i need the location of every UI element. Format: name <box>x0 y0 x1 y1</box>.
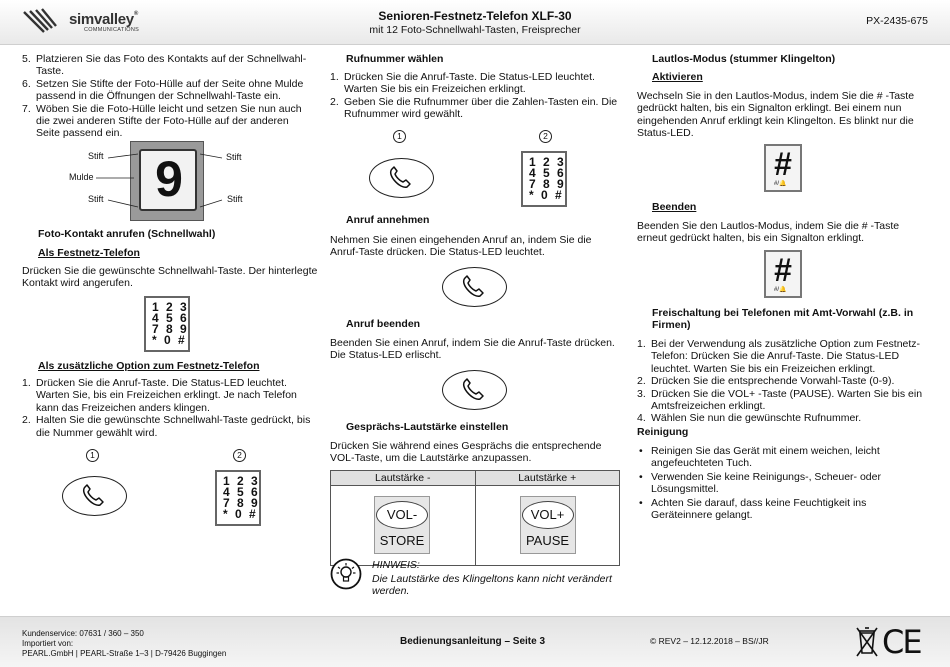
paragraph-beenden-lautlos: Beenden Sie den Lautlos-Modus, indem Sie die # -Taste erneut gedrückt halten, bis ein Signalton erklingt. <box>637 220 900 245</box>
logo-swoosh-icon <box>22 6 72 36</box>
label-stift: Stift <box>227 194 243 204</box>
heading-rufnummer: Rufnummer wählen <box>346 53 444 65</box>
paragraph-annehmen: Nehmen Sie einen eingehenden Anruf an, indem Sie die Anruf-Taste drücken. Die Status-LED leuchtet. <box>330 234 592 259</box>
product-code: PX-2435-675 <box>866 15 928 27</box>
column-left <box>22 53 318 521</box>
table-cell <box>475 486 620 566</box>
step-number-circle: 1 <box>86 449 99 462</box>
freischaltung-steps-list <box>637 338 929 425</box>
label-stift: Stift <box>88 151 104 161</box>
list-item: 6. Setzen Sie Stifte der Foto-Hülle auf der Seite ohne Mulde passend in die Öffnungen der Schnellwahl-Taste ein. <box>22 77 304 103</box>
option-steps-list <box>22 377 318 439</box>
heading-lautlos: Lautlos-Modus (stummer Klingelton) <box>652 53 836 65</box>
hash-symbol: # <box>774 252 792 288</box>
footer-page: Bedienungsanleitung – Seite 3 <box>400 636 546 647</box>
list-item: • Reinigen Sie das Gerät mit einem weichen, leicht angefeuchteten Tuch. <box>637 445 929 470</box>
list-item: 2. Drücken Sie die entsprechende Vorwahl-Taste (0-9). <box>637 375 895 388</box>
paragraph-lautstaerke: Drücken Sie während eines Gesprächs die entsprechende VOL-Taste, um die Lautstärke anzupassen. <box>330 440 602 465</box>
step-number-circle: 2 <box>233 449 246 462</box>
list-item: 1. Drücken Sie die Anruf-Taste. Die Status-LED leuchtet. Warten Sie bis ein Freizeichen erklingt. <box>330 71 595 96</box>
brand-logo <box>22 6 140 36</box>
list-item: 2. Geben Sie die Rufnummer über die Zahlen-Tasten ein. Die Rufnummer wird gewählt. <box>330 95 618 121</box>
heading-fotokontakt: Foto-Kontakt anrufen (Schnellwahl) <box>38 228 216 240</box>
photo-steps-list <box>22 53 312 140</box>
paragraph-festnetz: Drücken Sie die gewünschte Schnellwahl-Taste. Der hinterlegte Kontakt wird angerufen. <box>22 265 318 290</box>
hash-key-image <box>764 250 802 298</box>
list-item: 7. Wöben Sie die Foto-Hülle leicht und setzen Sie nun auch die zwei anderen Stifte der Foto-Hülle auf der anderen Seite passend ein. <box>22 102 302 140</box>
list-item: 1. Bei der Verwendung als zusätzliche Option zum Festnetz-Telefon: Drücken Sie die Anruf-Taste. Die Status-LED leuchtet. Warten Sie bis ein Freizeichen erklingt. <box>637 338 921 375</box>
lightbulb-icon <box>330 558 362 590</box>
list-item: 4. Wählen Sie nun die gewünschte Rufnummer. <box>637 412 862 425</box>
hash-key-image <box>764 144 802 192</box>
list-item: • Achten Sie darauf, dass keine Feuchtigkeit ins Geräteinnere gelangt. <box>637 497 929 522</box>
keypad-image: 1 2 3 4 5 6 7 8 9 * 0 # <box>521 151 567 207</box>
brand-sub: COMMUNICATIONS <box>84 27 140 33</box>
heading-aktivieren: Aktivieren <box>652 71 703 83</box>
heading-option: Als zusätzliche Option zum Festnetz-Telefon <box>38 360 260 372</box>
list-item: 1. Drücken Sie die Anruf-Taste. Die Status-LED leuchtet. Warten Sie, bis ein Freizeichen erklingt. Je nach Telefon kann das Freizeichen anders klingen. <box>22 377 297 414</box>
document-subtitle: mit 12 Foto-Schnellwahl-Tasten, Freisprecher <box>369 24 581 36</box>
hash-key-caption: #/🔔 <box>774 180 787 187</box>
heading-festnetz: Als Festnetz-Telefon <box>38 247 140 259</box>
heading-lautstaerke: Gesprächs-Lautstärke einstellen <box>346 421 509 433</box>
list-item: 3. Drücken Sie die VOL+ -Taste (PAUSE). Warten Sie bis ein Amtsfreizeichen erklingt. <box>637 387 923 412</box>
page-header <box>0 0 950 45</box>
list-item: 2. Halten Sie die gewünschte Schnellwahl-Taste gedrückt, bis die Nummer gewählt wird. <box>22 414 311 439</box>
hint-title: HINWEIS: <box>372 559 420 571</box>
footer-revision: © REV2 – 12.12.2018 – BS//JR <box>650 636 769 646</box>
paragraph-aktivieren: Wechseln Sie in den Lautlos-Modus, indem Sie die # -Taste gedrückt halten, bis ein Signalton erklingt. Bei einem nun eingehenden Anruf erklingt kein Klingelton. Es blinkt nur die Status-LED. <box>637 90 915 140</box>
phone-handset-icon <box>370 159 432 197</box>
heading-beenden-lautlos: Beenden <box>652 201 697 213</box>
heading-freischaltung: Freischaltung bei Telefonen mit Amt-Vorwahl (z.B. in Firmen) <box>652 307 914 332</box>
table-header: Lautstärke - <box>331 471 476 486</box>
hash-symbol: # <box>774 146 792 182</box>
heading-reinigung: Reinigung <box>637 426 689 438</box>
photo-holder-figure <box>22 141 318 223</box>
step-number-circle: 1 <box>393 130 406 143</box>
call-key-image <box>369 158 434 198</box>
footer-contact: Kundenservice: 07631 / 360 – 350 Importiert von: PEARL.GmbH | PEARL-Straße 1–3 | D-79426 Buggingen <box>22 629 227 658</box>
keypad-image: 1 2 3 4 5 6 7 8 9 * 0 # <box>144 296 190 352</box>
label-stift: Stift <box>88 194 104 204</box>
vol-minus-key-image: VOL- STORE <box>374 496 430 554</box>
reinigung-list <box>637 445 929 522</box>
label-stift: Stift <box>226 152 242 162</box>
volume-table <box>330 470 620 566</box>
heading-annehmen: Anruf annehmen <box>346 214 430 226</box>
pointer-lines-icon <box>22 141 318 223</box>
rufnummer-steps-list <box>330 71 620 121</box>
paragraph-beenden: Beenden Sie einen Anruf, indem Sie die Anruf-Taste drücken. Die Status-LED erlischt. <box>330 337 615 362</box>
table-header: Lautstärke + <box>475 471 620 486</box>
phone-handset-icon <box>63 477 125 515</box>
key-digit: 9 <box>155 151 183 207</box>
list-item: • Verwenden Sie keine Reinigungs-, Scheuer- oder Lösungsmittel. <box>637 471 929 496</box>
weee-bin-icon <box>855 625 879 659</box>
step-number-circle: 2 <box>539 130 552 143</box>
hash-key-caption: #/🔔 <box>774 286 787 293</box>
vol-plus-key-image: VOL+ PAUSE <box>520 496 576 554</box>
brand-name: simvalley® <box>69 11 138 28</box>
call-key-image <box>442 267 507 307</box>
table-cell <box>331 486 476 566</box>
keypad-image: 1 2 3 4 5 6 7 8 9 * 0 # <box>215 470 261 526</box>
call-key-image <box>442 370 507 410</box>
hint-text: Die Lautstärke des Klingeltons kann nicht verändert werden. <box>372 573 612 598</box>
label-mulde: Mulde <box>69 172 94 182</box>
ce-mark-icon: CE <box>882 623 921 661</box>
call-key-image <box>62 476 127 516</box>
phone-handset-icon <box>443 268 505 306</box>
list-item: 5. Platzieren Sie das Foto des Kontakts auf der Schnellwahl-Taste. <box>22 53 307 78</box>
document-title: Senioren-Festnetz-Telefon XLF-30 <box>378 9 572 23</box>
phone-handset-icon <box>443 371 505 409</box>
heading-beenden: Anruf beenden <box>346 318 421 330</box>
page-footer <box>0 616 950 667</box>
